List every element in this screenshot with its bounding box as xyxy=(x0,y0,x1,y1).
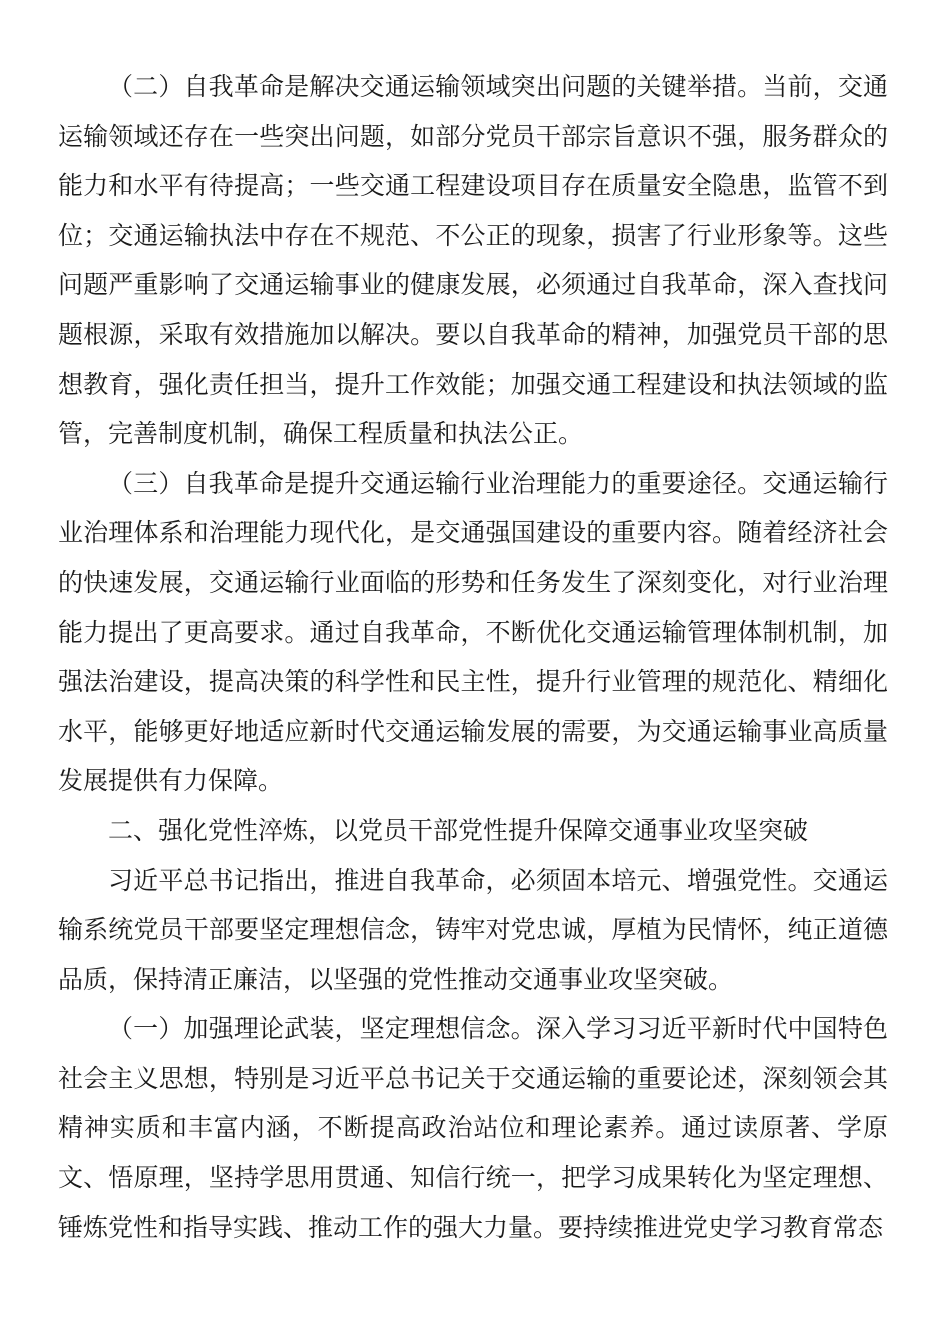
paragraph-section-3: （三）自我革命是提升交通运输行业治理能力的重要途径。交通运输行业治理体系和治理能力现代化，是交通强国建设的重要内容。随着经济社会的快速发展，交通运输行业面临的形势和任务发生了深刻变化，对行业治理能力提出了更高要求。通过自我革命，不断优化交通运输管理体制机制，加强法治建设，提高决策的科学性和民主性，提升行业管理的规范化、精细化水平，能够更好地适应新时代交通运输发展的需要，为交通运输事业高质量发展提供有力保障。 xyxy=(58,468,888,796)
paragraph-intro-part-two: 习近平总书记指出，推进自我革命，必须固本培元、增强党性。交通运输系统党员干部要坚定理想信念，铸牢对党忠诚，厚植为民情怀，纯正道德品质，保持清正廉洁，以坚强的党性推动交通事业攻坚突破。 xyxy=(58,865,888,994)
heading-part-two: 二、强化党性淬炼，以党员干部党性提升保障交通事业攻坚突破 xyxy=(108,815,809,845)
paragraph-section-2: （二）自我革命是解决交通运输领域突出问题的关键举措。当前，交通运输领域还存在一些突出问题，如部分党员干部宗旨意识不强，服务群众的能力和水平有待提高；一些交通工程建设项目存在质量安全隐患，监管不到位；交通运输执法中存在不规范、不公正的现象，损害了行业形象等。这些问题严重影响了交通运输事业的健康发展，必须通过自我革命，深入查找问题根源，采取有效措施加以解决。要以自我革命的精神，加强党员干部的思想教育，强化责任担当，提升工作效能；加强交通工程建设和执法领域的监管，完善制度机制，确保工程质量和执法公正。 xyxy=(58,72,888,449)
paragraph-subsection-1: （一）加强理论武装，坚定理想信念。深入学习习近平新时代中国特色社会主义思想，特别是习近平总书记关于交通运输的重要论述，深刻领会其精神实质和丰富内涵，不断提高政治站位和理论素养。通过读原著、学原文、悟原理，坚持学思用贯通、知信行统一，把学习成果转化为坚定理想、锤炼党性和指导实践、推动工作的强大力量。要持续推进党史学习教育常态 xyxy=(58,1014,888,1242)
document-page xyxy=(58,62,888,1252)
